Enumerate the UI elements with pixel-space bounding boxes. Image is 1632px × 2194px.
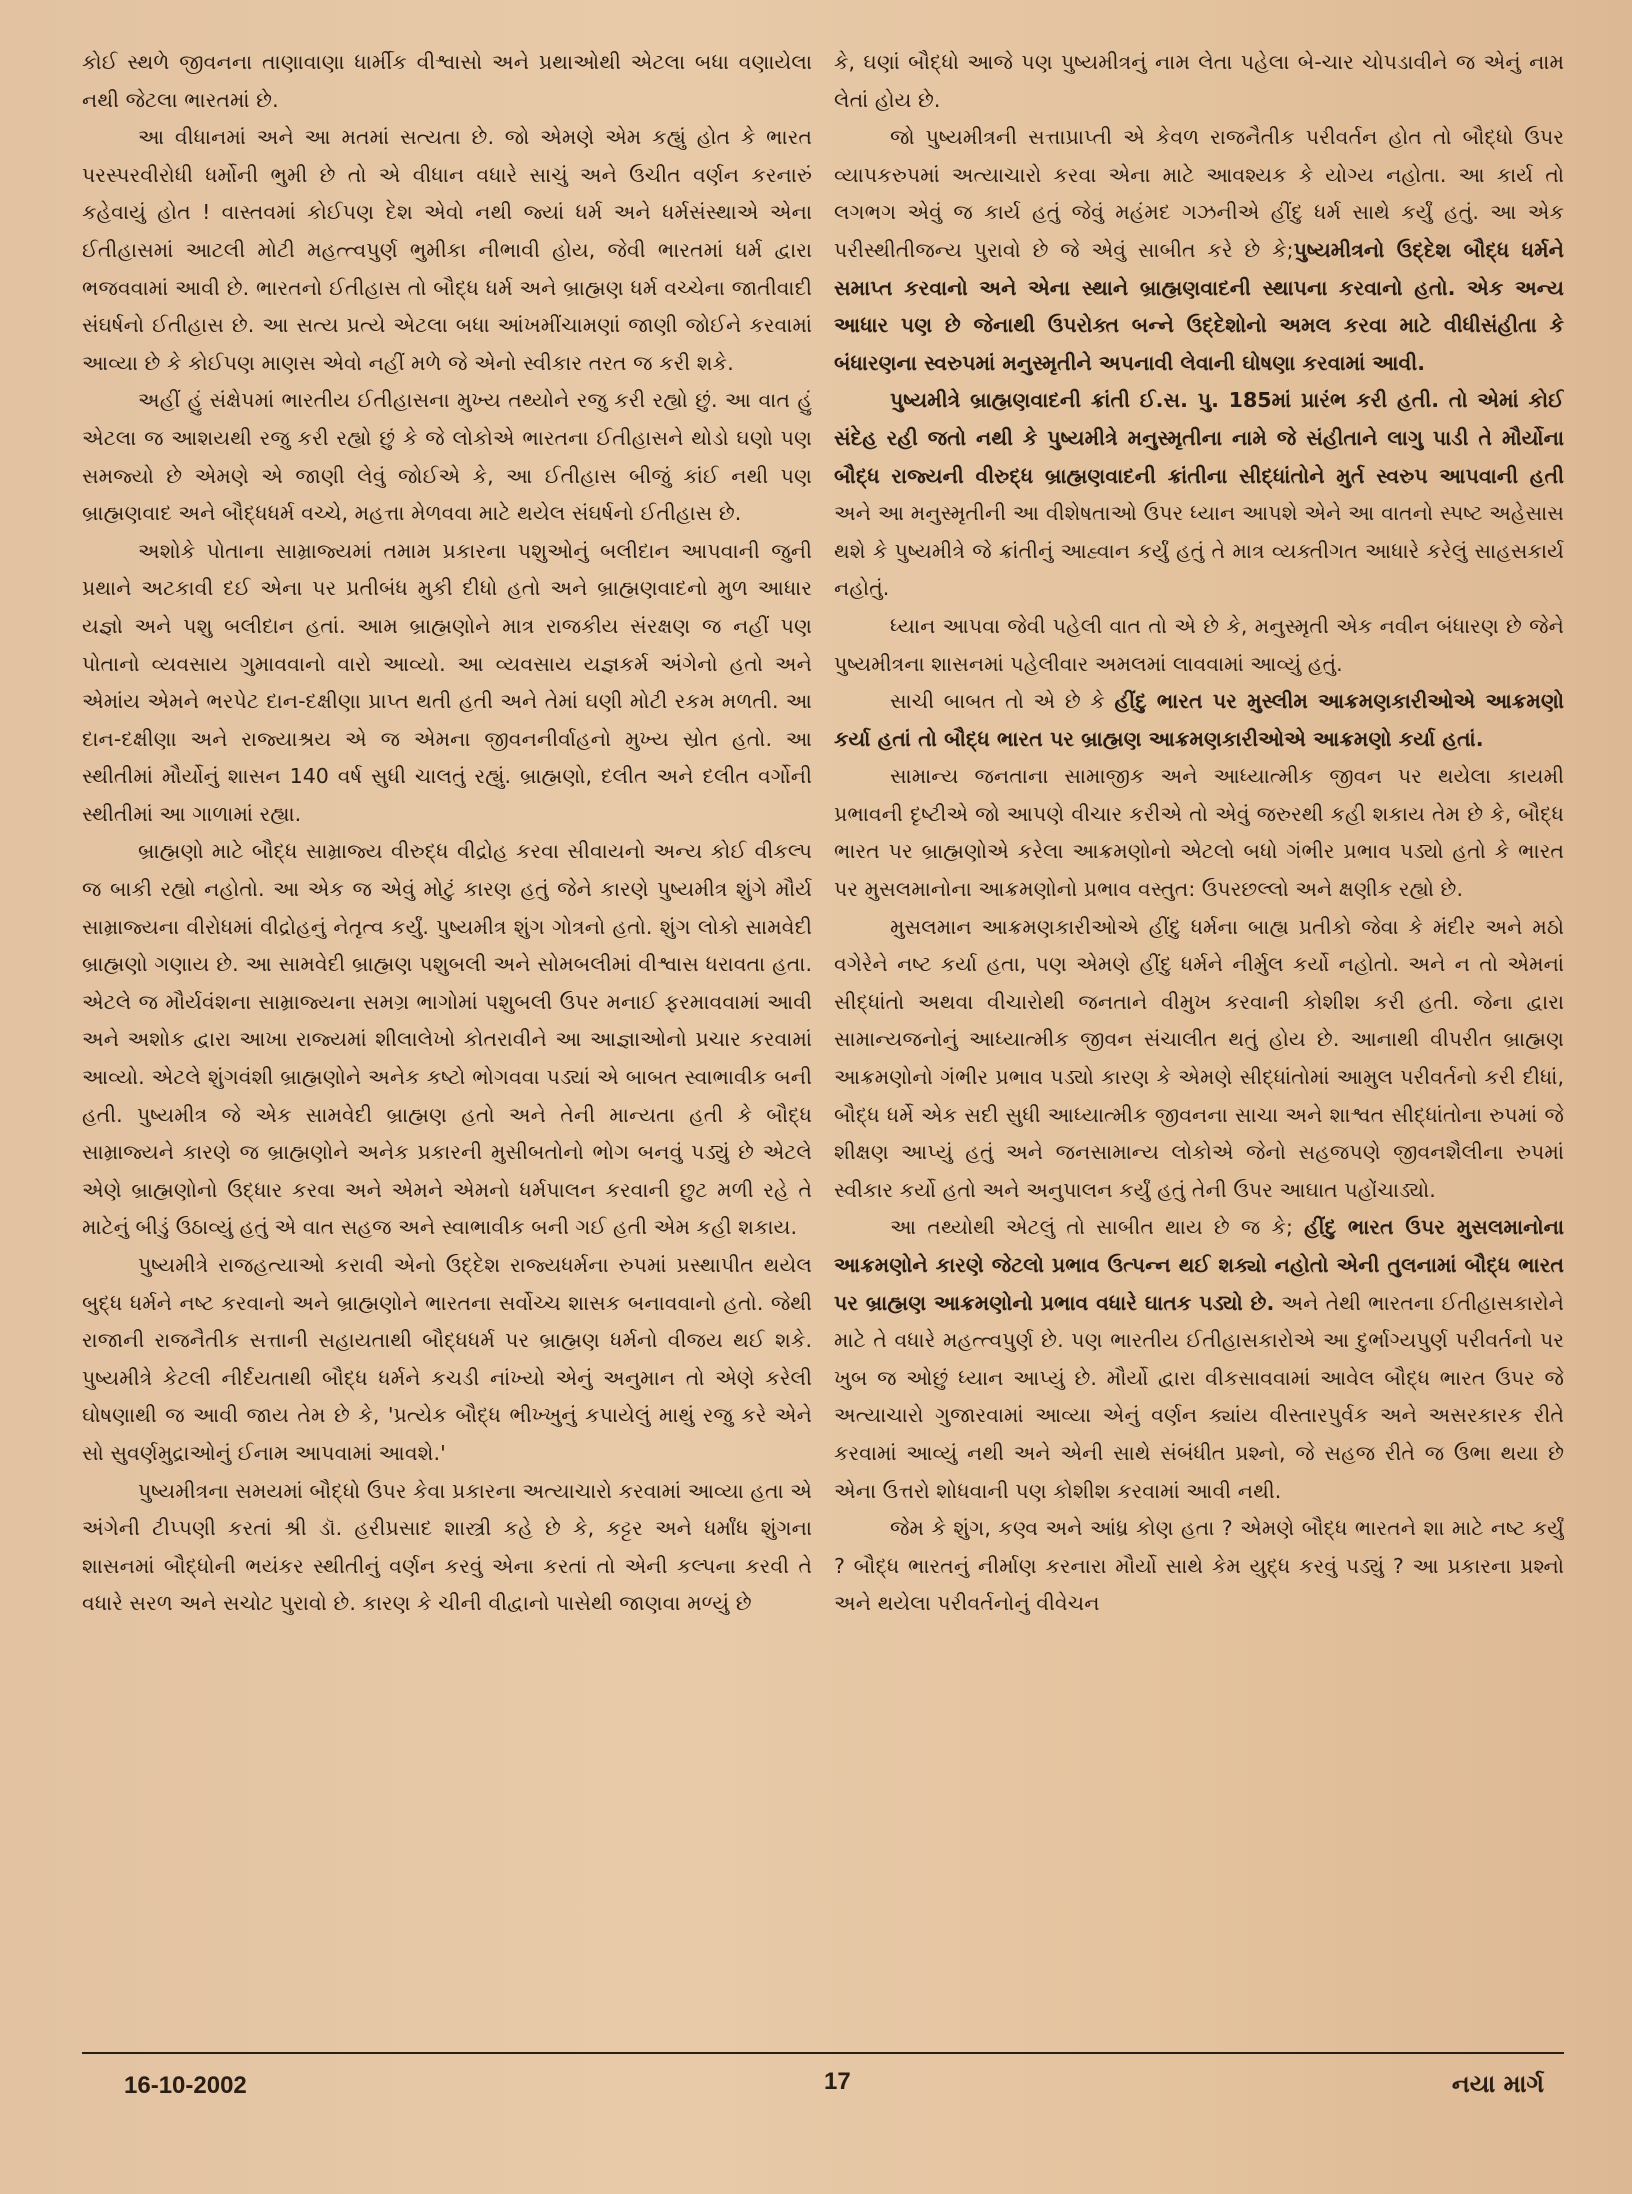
emphasis-text: હીંદુ ભારત ઉપર મુસલમાનોના આક્રમણોને કારણે જેટલો પ્રભાવ ઉત્પન્ન થઈ શક્યો નહોતો એની તુલનામાં બૌદ્ધ ભારત પર બ્રાહ્મણ આક્રમણોનો પ્રભાવ વધારે ઘાતક પડ્યો છે. [834,1215,1564,1315]
paragraph-text: આ તથ્યોથી એટલું તો સાબીત થાય છે જ કે; [890,1215,1305,1240]
left-column [82,44,812,2044]
paragraph-text: આ વીધાનમાં અને આ મતમાં સત્યતા છે. જો એમણે એમ કહ્યું હોત કે ભારત પરસ્પરવીરોધી ધર્મોની ભુમી છે તો એ વીધાન વધારે સાચું અને ઉચીત વર્ણન કરનારું કહેવાયું હોત ! વાસ્તવમાં કોઈપણ દેશ એવો નથી જ્યાં ધર્મ અને ધર્મસંસ્થાએ એના ઈતીહાસમાં આટલી મોટી મહત્ત્વપુર્ણ ભુમીકા નીભાવી હોય, જેવી ભારતમાં ધર્મ દ્વારા ભજવવામાં આવી છે. ભારતનો ઈતીહાસ તો બૌદ્ધ ધર્મ અને બ્રાહ્મણ ધર્મ વચ્ચેના જાતીવાદી સંઘર્ષનો ઈતીહાસ છે. આ સત્ય પ્રત્યે એટલા બધા આંખમીંચામણાં જાણી જોઈને કરવામાં આવ્યા છે કે કોઈપણ માણસ એવો નહીં મળે જે એનો સ્વીકાર તરત જ કરી શકે. [82,125,812,375]
issue-date: 16-10-2002 [124,2072,247,2099]
paragraph [834,683,1564,758]
magazine-name: નયા માર્ગ [1451,2070,1544,2098]
page-footer [124,2064,1544,2108]
paragraph [82,1247,812,1473]
paragraph-text-continued: અને તેથી ભારતના ઈતીહાસકારોને માટે તે વધારે મહત્ત્વપુર્ણ છે. પણ ભારતીય ઈતીહાસકારોએ આ દુર્ભાગ્યપુર્ણ પરીવર્તનો પર ખુબ જ ઓછું ધ્યાન આપ્યું છે. મૌર્યો દ્વારા વીકસાવવામાં આવેલ બૌદ્ધ ભારત ઉપર જે અત્યાચારો ગુજારવામાં આવ્યા એનું વર્ણન ક્યાંય વીસ્તારપુર્વક અને અસરકારક રીતે કરવામાં આવ્યું નથી અને એની સાથે સંબંધીત પ્રશ્નો, જે સહજ રીતે જ ઉભા થયા છે એના ઉત્તરો શોધવાની પણ કોશીશ કરવામાં આવી નથી. [834,1290,1564,1503]
paragraph-text: સામાન્ય જનતાના સામાજીક અને આધ્યાત્મીક જીવન પર થયેલા કાયમી પ્રભાવની દૃષ્ટીએ જો આપણે વીચાર કરીએ તો એવું જરુરથી કહી શકાય તેમ છે કે, બૌદ્ધ ભારત પર બ્રાહ્મણોએ કરેલા આક્રમણોનો એટલો બધો ગંભીર પ્રભાવ પડ્યો હતો કે ભારત પર મુસલમાનોના આક્રમણોનો પ્રભાવ વસ્તુત: ઉપરછલ્લો અને ક્ષણીક રહ્યો છે. [834,764,1564,902]
paragraph-text: જો પુષ્યમીત્રની સત્તાપ્રાપ્તી એ કેવળ રાજનૈતીક પરીવર્તન હોત તો બૌદ્ધો ઉપર વ્યાપકરુપમાં અત્યાચારો કરવા એના માટે આવશ્યક કે યોગ્ય નહોતા. આ કાર્ય તો લગભગ એવું જ કાર્ય હતું જેવું મહંમદ ગઝનીએ હીંદુ ધર્મ સાથે કર્યું હતું. આ એક પરીસ્થીતીજન્ય પુરાવો છે જે એવું સાબીત કરે છે કે; [834,125,1564,262]
paragraph [834,1209,1564,1510]
paragraph [82,833,812,1247]
emphasis-text: પુષ્યમીત્રે બ્રાહ્મણવાદની ક્રાંતી ઈ.સ. પુ. 185માં પ્રારંભ કરી હતી. તો એમાં કોઈ સંદેહ રહી જતો નથી કે પુષ્યમીત્રે મનુસ્મૃતીના નામે જે સંહીતાને લાગુ પાડી તે મૌર્યોના બૌદ્ધ રાજ્યની વીરુદ્ધ બ્રાહ્મણવાદની ક્રાંતીના સીદ્ધાંતોને મુર્ત સ્વરુપ આપવાની હતી [834,388,1564,488]
paragraph [834,758,1564,908]
emphasis-text: પુષ્યમીત્રનો ઉદ્દેશ બૌદ્ધ ધર્મને સમાપ્ત કરવાનો અને એના સ્થાને બ્રાહ્મણવાદની સ્થાપના કરવાનો હતો. એક અન્ય આધાર પણ છે જેનાથી ઉપરોક્ત બન્ને ઉદ્દેશોનો અમલ કરવા માટે વીધીસંહીતા કે બંધારણના સ્વરુપમાં મનુસ્મૃતીને અપનાવી લેવાની ઘોષણા કરવામાં આવી. [834,237,1564,375]
paragraph [82,1473,812,1623]
paragraph-text: કે, ઘણાં બૌદ્ધો આજે પણ પુષ્યમીત્રનું નામ લેતા પહેલા બે-ચાર ચોપડાવીને જ એનું નામ લેતાં હોય છે. [834,50,1564,112]
paragraph-text: અશોકે પોતાના સામ્રાજ્યમાં તમામ પ્રકારના પશુઓનું બલીદાન આપવાની જુની પ્રથાને અટકાવી દઈ એના પર પ્રતીબંધ મુકી દીધો હતો અને બ્રાહ્મણવાદનો મુળ આધાર યજ્ઞો અને પશુ બલીદાન હતાં. આમ બ્રાહ્મણોને માત્ર રાજકીય સંરક્ષણ જ નહીં પણ પોતાનો વ્યવસાય ગુમાવવાનો વારો આવ્યો. આ વ્યવસાય યજ્ઞકર્મ અંગેનો હતો અને એમાંય એમને ભરપેટ દાન-દક્ષીણા પ્રાપ્ત થતી હતી અને તેમાં ઘણી મોટી રકમ મળતી. આ દાન-દક્ષીણા અને રાજ્યાશ્રય એ જ એમના જીવનનીર્વાહનો મુખ્ય સ્રોત હતો. આ સ્થીતીમાં મૌર્યોનું શાસન 140 વર્ષ સુધી ચાલતું રહ્યું. બ્રાહ્મણો, દલીત અને દલીત વર્ગોની સ્થીતીમાં આ ગાળામાં રહ્યા. [82,538,812,826]
paragraph [834,44,1564,119]
emphasis-text: હીંદુ ભારત પર મુસ્લીમ આક્રમણકારીઓએ આક્રમણો કર્યા હતાં તો બૌદ્ધ ભારત પર બ્રાહ્મણ આક્રમણકારીઓએ આક્રમણો કર્યા હતાં. [834,689,1564,751]
paragraph [82,119,812,382]
article-columns [82,44,1564,2044]
page-number: 17 [824,2068,851,2095]
paragraph-text-continued: અને આ મનુસ્મૃતીની આ વીશેષતાઓ ઉપર ધ્યાન આપશે એને આ વાતનો સ્પષ્ટ અહેસાસ થશે કે પુષ્યમીત્રે જે ક્રાંતીનું આહ્વાન કર્યું હતું તે માત્ર વ્યક્તીગત આધારે કરેલું સાહસકાર્ય નહોતું. [834,501,1564,601]
footer-divider [82,2052,1564,2054]
paragraph [82,533,812,834]
paragraph-text: સાચી બાબત તો એ છે કે [890,689,1115,714]
paragraph [834,119,1564,382]
paragraph [82,44,812,119]
paragraph-text: ધ્યાન આપવા જેવી પહેલી વાત તો એ છે કે, મનુસ્મૃતી એક નવીન બંધારણ છે જેને પુષ્યમીત્રના શાસનમાં પહેલીવાર અમલમાં લાવવામાં આવ્યું હતું. [834,613,1564,676]
paragraph-text: પુષ્યમીત્રના સમયમાં બૌદ્ધો ઉપર કેવા પ્રકારના અત્યાચારો કરવામાં આવ્યા હતા એ અંગેની ટીપ્પણી કરતાં શ્રી ડૉ. હરીપ્રસાદ શાસ્ત્રી કહે છે કે, કટ્ટર અને ધર્માંધ શુંગના શાસનમાં બૌદ્ધોની ભયંકર સ્થીતીનું વર્ણન કરવું એના કરતાં તો એની કલ્પના કરવી તે વધારે સરળ અને સચોટ પુરાવો છે. કારણ કે ચીની વીદ્વાનો પાસેથી જાણવા મળ્યું છે [82,1478,812,1616]
paragraph-text: પુષ્યમીત્રે રાજહત્યાઓ કરાવી એનો ઉદ્દેશ રાજ્યધર્મના રુપમાં પ્રસ્થાપીત થયેલ બુદ્ધ ધર્મને નષ્ટ કરવાનો અને બ્રાહ્મણોને ભારતના સર્વોચ્ચ શાસક બનાવવાનો હતો. જેથી રાજાની રાજનૈતીક સત્તાની સહાયતાથી બૌદ્ધધર્મ પર બ્રાહ્મણ ધર્મનો વીજય થઈ શકે. પુષ્યમીત્રે કેટલી નીર્દયતાથી બૌદ્ધ ધર્મને કચડી નાંખ્યો એનું અનુમાન તો એણે કરેલી ઘોષણાથી જ આવી જાય તેમ છે કે, 'પ્રત્યેક બૌદ્ધ ભીખ્ખુનું કપાયેલું માથું રજુ કરે એને સો સુવર્ણમુદ્રાઓનું ઈનામ આપવામાં આવશે.' [82,1253,812,1465]
paragraph-text: બ્રાહ્મણો માટે બૌદ્ધ સામ્રાજ્ય વીરુદ્ધ વીદ્રોહ કરવા સીવાયનો અન્ય કોઈ વીકલ્પ જ બાકી રહ્યો નહોતો. આ એક જ એવું મોટું કારણ હતું જેને કારણે પુષ્યમીત્ર શુંગે મૌર્ય સામ્રાજ્યના વીરોધમાં વીદ્રોહનું નેતૃત્વ કર્યું. પુષ્યમીત્ર શુંગ ગોત્રનો હતો. શુંગ લોકો સામવેદી બ્રાહ્મણો ગણાય છે. આ સામવેદી બ્રાહ્મણ પશુબલી અને સોમબલીમાં વીશ્વાસ ધરાવતા હતા. એટલે જ મૌર્યવંશના સામ્રાજ્યના સમગ્ર ભાગોમાં પશુબલી ઉપર મનાઈ ફરમાવવામાં આવી અને અશોક દ્વારા આખા રાજ્યમાં શીલાલેખો કોતરાવીને આ આજ્ઞાઓનો પ્રચાર કરવામાં આવ્યો. એટલે શુંગવંશી બ્રાહ્મણોને અનેક કષ્ટો ભોગવવા પડ્યાં એ બાબત સ્વાભાવીક બની હતી. પુષ્યમીત્ર જે એક સામવેદી બ્રાહ્મણ હતો અને તેની માન્યતા હતી કે બૌદ્ધ સામ્રાજ્યને કારણે જ બ્રાહ્મણોને અનેક પ્રકારની મુસીબતોનો ભોગ બનવું પડ્યું છે એટલે એણે બ્રાહ્મણોનો ઉદ્ધાર કરવા અને એમને એમનો ધર્મપાલન કરવાની છુટ મળી રહે તે માટેનું બીડું ઉઠાવ્યું હતું એ વાત સહજ અને સ્વાભાવીક બની ગઈ હતી એમ કહી શકાય. [82,839,812,1240]
paragraph-text: કોઈ સ્થળે જીવનના તાણાવાણા ધાર્મીક વીશ્વાસો અને પ્રથાઓથી એટલા બધા વણાયેલા નથી જેટલા ભારતમાં છે. [82,50,812,112]
paragraph [834,909,1564,1210]
paragraph [834,608,1564,683]
paragraph-text: જેમ કે શુંગ, કણ્વ અને આંધ્ર કોણ હતા ? એમણે બૌદ્ધ ભારતને શા માટે નષ્ટ કર્યું ? બૌદ્ધ ભારતનું નીર્માણ કરનારા મૌર્યો સાથે કેમ યુદ્ધ કરવું પડ્યું ? આ પ્રકારના પ્રશ્નો અને થયેલા પરીવર્તનોનું વીવેચન [834,1516,1564,1616]
paragraph [834,1510,1564,1623]
paragraph [834,382,1564,608]
paragraph [82,382,812,532]
paragraph-text: મુસલમાન આક્રમણકારીઓએ હીંદુ ધર્મના બાહ્ય પ્રતીકો જેવા કે મંદીર અને મઠો વગેરેને નષ્ટ કર્યા હતા, પણ એમણે હીંદુ ધર્મને નીર્મુલ કર્યો નહોતો. અને ન તો એમનાં સીદ્ધાંતો અથવા વીચારોથી જનતાને વીમુખ કરવાની કોશીશ કરી હતી. જેના દ્વારા સામાન્યજનોનું આધ્યાત્મીક જીવન સંચાલીત થતું હોય છે. આનાથી વીપરીત બ્રાહ્મણ આક્રમણોનો ગંભીર પ્રભાવ પડ્યો કારણ કે એમણે સીદ્ધાંતોમાં આમુલ પરીવર્તનો કરી દીધાં, બૌદ્ધ ધર્મે એક સદી સુધી આધ્યાત્મીક જીવનના સાચા અને શાશ્વત સીદ્ધાંતોના રુપમાં જે શીક્ષણ આપ્યું હતું અને જનસામાન્ય લોકોએ જેનો સહજપણે જીવનશૈલીના રુપમાં સ્વીકાર કર્યો હતો અને અનુપાલન કર્યું હતું તેની ઉપર આઘાત પહોંચાડ્યો. [834,914,1564,1202]
right-column [834,44,1564,2044]
paragraph-text: અહીં હું સંક્ષેપમાં ભારતીય ઈતીહાસના મુખ્ય તથ્યોને રજુ કરી રહ્યો છું. આ વાત હું એટલા જ આશયથી રજુ કરી રહ્યો છું કે જે લોકોએ ભારતના ઈતીહાસને થોડો ઘણો પણ સમજ્યો છે એમણે એ જાણી લેવું જોઈએ કે, આ ઈતીહાસ બીજું કાંઈ નથી પણ બ્રાહ્મણવાદ અને બૌદ્ધધર્મ વચ્ચે, મહત્તા મેળવવા માટે થયેલ સંઘર્ષનો ઈતીહાસ છે. [82,388,812,526]
